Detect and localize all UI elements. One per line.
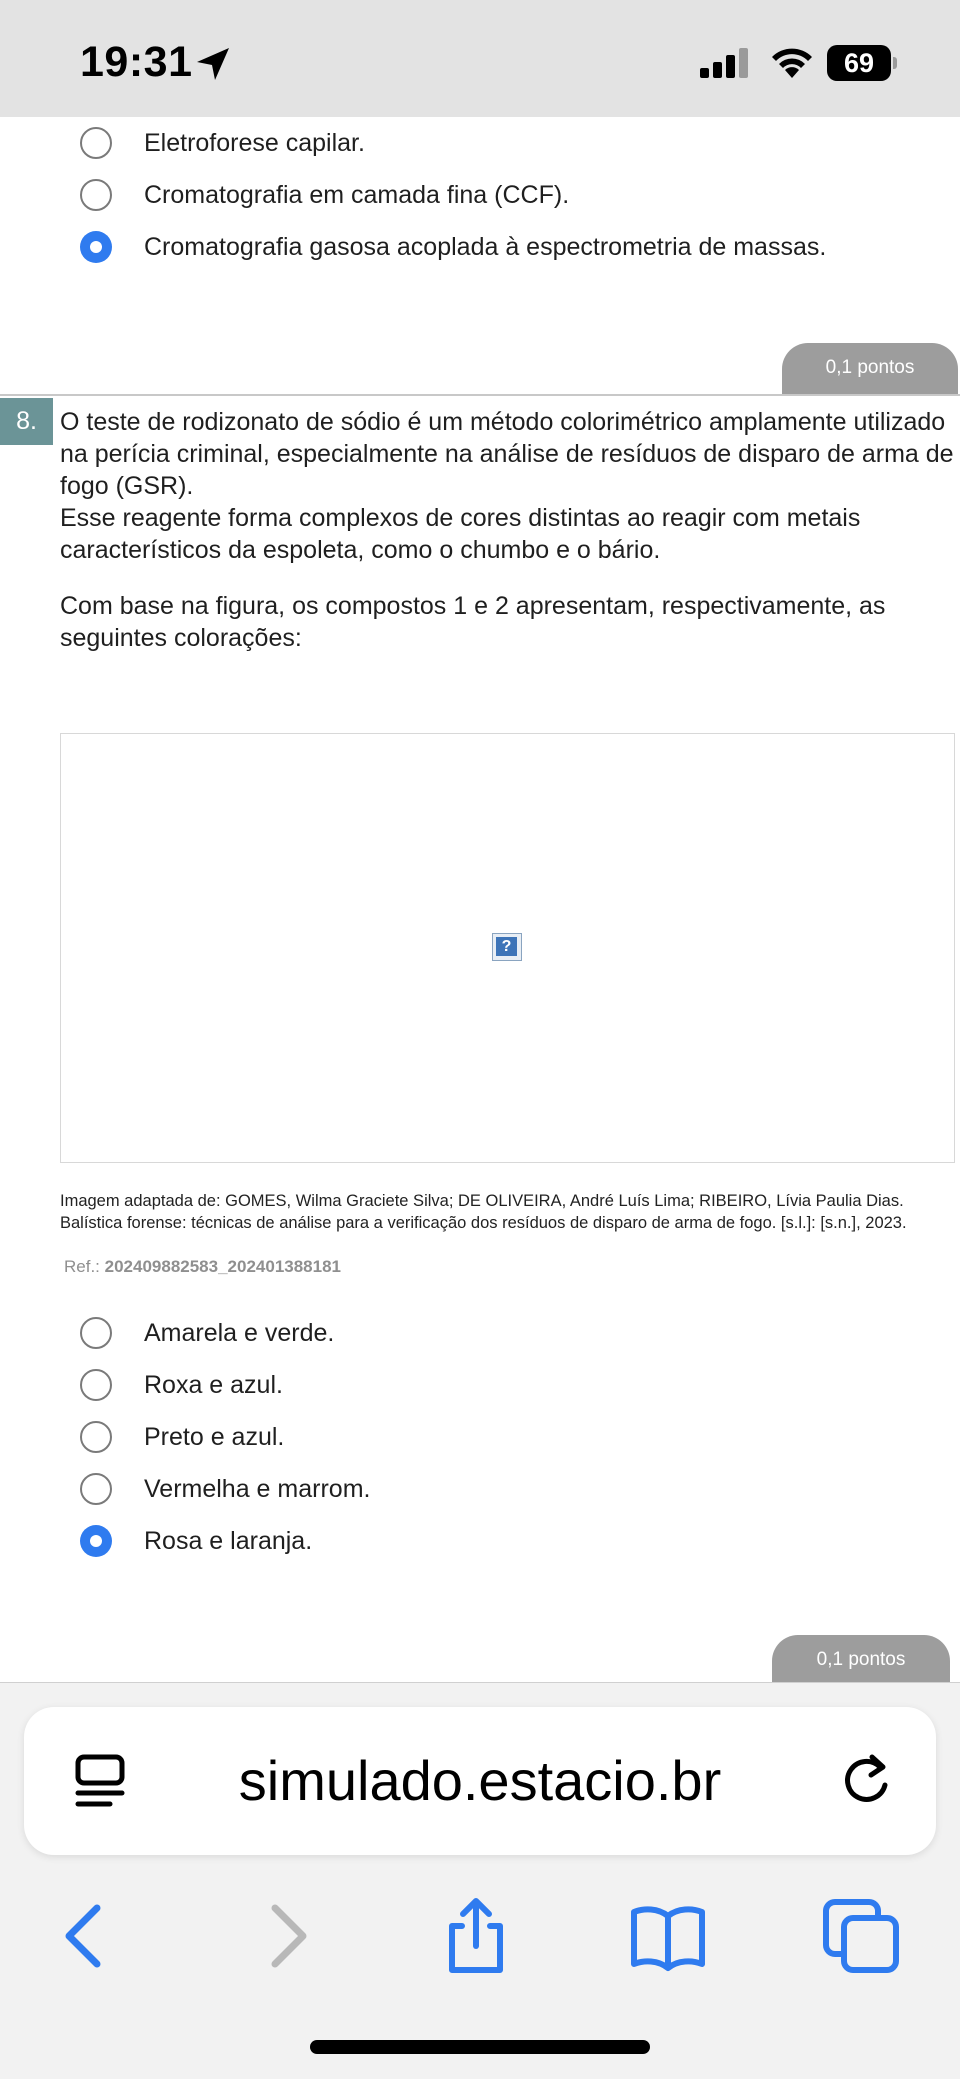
radio-button[interactable] xyxy=(80,1317,112,1349)
option-label: Eletroforese capilar. xyxy=(144,128,365,157)
prev-option-3[interactable] xyxy=(80,225,826,269)
option-label: Preto e azul. xyxy=(144,1422,285,1451)
figure-caption: Imagem adaptada de: GOMES, Wilma Graciete Silva; DE OLIVEIRA, André Luís Lima; RIBEIRO, Lívia Paulia Dias. Balística forense: técnicas de análise para a verificação dos resíduos de disparo de arma de fogo. [s.l.]: [s.n.], 2023. xyxy=(60,1192,907,1232)
ref-label: Ref.: xyxy=(64,1257,100,1276)
question-paragraph-1: O teste de rodizonato de sódio é um método colorimétrico amplamente utilizado na perícia criminal, especialmente na análise de resíduos de disparo de arma de fogo (GSR). xyxy=(60,408,954,500)
question-paragraph-2: Esse reagente forma complexos de cores distintas ao reagir com metais característicos da espoleta, como o chumbo e o bário. xyxy=(60,504,861,564)
option-label: Roxa e azul. xyxy=(144,1370,283,1399)
next-points-badge: 0,1 pontos xyxy=(772,1635,950,1682)
radio-button[interactable] xyxy=(80,1369,112,1401)
radio-button[interactable] xyxy=(80,179,112,211)
question-figure xyxy=(60,733,955,1163)
reference-code xyxy=(64,1257,341,1277)
reload-icon[interactable] xyxy=(836,1751,896,1811)
answer-option-4[interactable] xyxy=(80,1467,370,1511)
points-badge: 0,1 pontos xyxy=(782,343,958,395)
radio-button-selected[interactable] xyxy=(80,231,112,263)
option-label: Vermelha e marrom. xyxy=(144,1474,371,1503)
status-bar xyxy=(0,0,960,117)
answer-option-1[interactable] xyxy=(80,1311,334,1355)
option-label: Amarela e verde. xyxy=(144,1318,335,1347)
url-text[interactable]: simulado.estacio.br xyxy=(238,1749,722,1812)
question-paragraph-3: Com base na figura, os compostos 1 e 2 apresentam, respectivamente, as seguintes colorações: xyxy=(60,592,886,652)
home-indicator xyxy=(310,2040,650,2054)
broken-image-icon xyxy=(492,933,522,961)
address-bar[interactable] xyxy=(24,1707,936,1855)
back-arrow-icon[interactable] xyxy=(45,1896,125,1976)
status-time: 19:31 xyxy=(80,38,193,86)
forward-arrow-icon[interactable] xyxy=(247,1896,327,1976)
prev-option-1[interactable] xyxy=(80,121,365,165)
cellular-signal-icon xyxy=(700,48,752,78)
ref-value: 202409882583_202401388181 xyxy=(104,1257,342,1276)
option-label: Cromatografia gasosa acoplada à espectrometria de massas. xyxy=(144,232,827,261)
option-label: Rosa e laranja. xyxy=(144,1526,313,1555)
answer-option-3[interactable] xyxy=(80,1415,284,1459)
prev-option-2[interactable] xyxy=(80,173,569,217)
radio-button[interactable] xyxy=(80,1473,112,1505)
quiz-page xyxy=(0,117,960,1682)
bookmarks-icon[interactable] xyxy=(628,1896,708,1976)
share-icon[interactable] xyxy=(436,1896,516,1976)
divider xyxy=(0,394,960,396)
battery-level: 69 xyxy=(827,45,891,81)
wifi-icon xyxy=(770,45,814,79)
answer-option-5[interactable] xyxy=(80,1519,312,1563)
question-number: 8. xyxy=(0,398,53,445)
tabs-icon[interactable] xyxy=(822,1896,902,1976)
radio-button-selected[interactable] xyxy=(80,1525,112,1557)
radio-button[interactable] xyxy=(80,1421,112,1453)
answer-option-2[interactable] xyxy=(80,1363,283,1407)
broken-image-glyph: ? xyxy=(496,937,517,956)
option-label: Cromatografia em camada fina (CCF). xyxy=(144,180,570,209)
battery-icon xyxy=(827,45,897,81)
radio-button[interactable] xyxy=(80,127,112,159)
location-arrow-icon xyxy=(193,44,233,84)
safari-toolbar xyxy=(0,1682,960,2079)
